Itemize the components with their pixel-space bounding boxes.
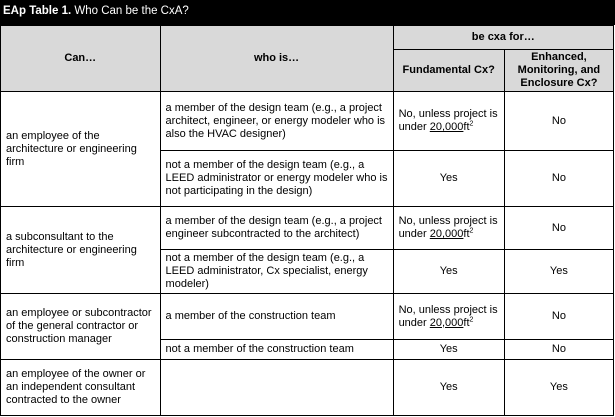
table-row [1, 294, 614, 340]
fundamental-prefix: No, unless project is under [398, 215, 498, 240]
table-row [1, 360, 614, 416]
who-cell [160, 360, 393, 416]
fundamental-prefix: No, unless project is under [398, 108, 498, 133]
fundamental-exp: 2 [469, 120, 474, 128]
table-row [1, 92, 614, 151]
who-cell: a member of the design team (e.g., a project architect, engineer, or energy modeler who is also the HVAC designer) [160, 92, 393, 151]
header-fundamental: Fundamental Cx? [393, 50, 504, 92]
fundamental-area: 20,000 [429, 228, 464, 240]
enhanced-cell: No [504, 340, 613, 360]
header-can: Can… [1, 26, 161, 92]
enhanced-cell: No [504, 207, 613, 250]
can-cell: an employee of the owner or an independent consultant contracted to the owner [1, 360, 161, 416]
enhanced-cell: No [504, 294, 613, 340]
can-cell: a subconsultant to the architecture or engineering firm [1, 207, 161, 294]
fundamental-cell: Yes [393, 340, 504, 360]
fundamental-unit: ft [463, 316, 470, 329]
who-cell: not a member of the construction team [160, 340, 393, 360]
fundamental-area: 20,000 [429, 316, 464, 329]
fundamental-unit: ft [463, 228, 470, 240]
cxa-table [0, 25, 614, 416]
fundamental-cell [393, 207, 504, 250]
header-be-cxa-for: be cxa for… [393, 26, 613, 50]
enhanced-cell: Yes [504, 360, 613, 416]
enhanced-cell: Yes [504, 250, 613, 294]
can-cell: an employee of the architecture or engineering firm [1, 92, 161, 207]
fundamental-prefix: No, unless project is under [398, 303, 498, 329]
who-cell: a member of the construction team [160, 294, 393, 340]
enhanced-cell: No [504, 92, 613, 151]
enhanced-cell: No [504, 151, 613, 207]
table-title-label: EAp Table 1. [3, 5, 72, 17]
who-cell: a member of the design team (e.g., a project engineer subcontracted to the architect) [160, 207, 393, 250]
table-title [0, 0, 615, 25]
fundamental-area: 20,000 [429, 121, 464, 133]
who-cell: not a member of the design team (e.g., a LEED administrator or energy modeler who is not participating in the design) [160, 151, 393, 207]
header-enhanced: Enhanced, Monitoring, and Enclosure Cx? [504, 50, 613, 92]
fundamental-cell [393, 294, 504, 340]
who-cell: not a member of the design team (e.g., a LEED administrator, Cx specialist, energy modeler) [160, 250, 393, 294]
can-cell: an employee or subcontractor of the general contractor or construction manager [1, 294, 161, 360]
table-title-text: Who Can be the CxA? [74, 5, 189, 17]
fundamental-exp: 2 [469, 315, 474, 323]
header-who-is: who is… [160, 26, 393, 92]
table-row [1, 207, 614, 250]
fundamental-unit: ft [463, 121, 470, 133]
fundamental-cell: Yes [393, 151, 504, 207]
fundamental-cell: Yes [393, 250, 504, 294]
fundamental-cell: Yes [393, 360, 504, 416]
fundamental-cell [393, 92, 504, 151]
fundamental-exp: 2 [469, 227, 474, 235]
